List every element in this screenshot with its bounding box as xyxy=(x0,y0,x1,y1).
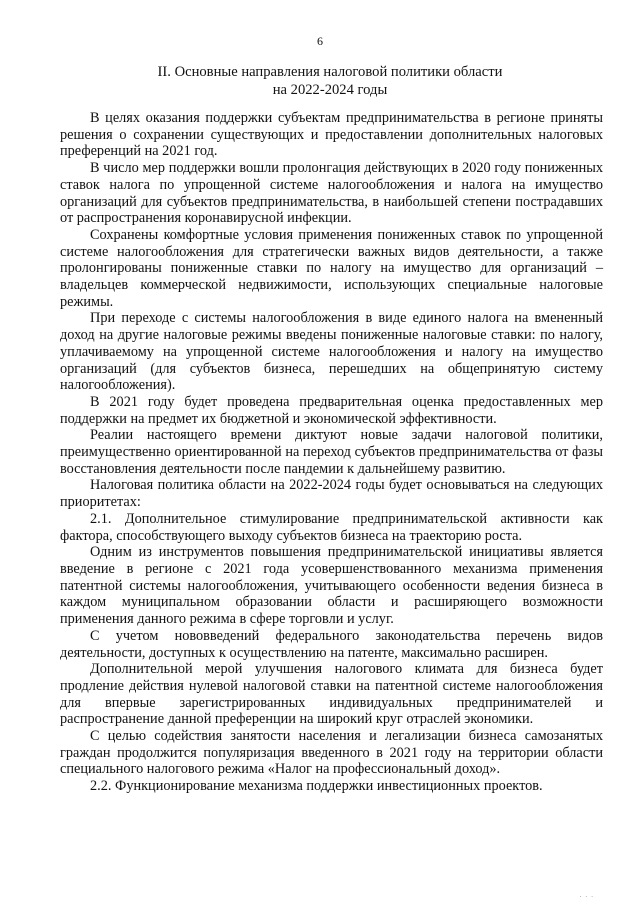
paragraph: С учетом нововведений федерального законодательства перечень видов деятельности, доступных к осуществлению на патенте, максимально расширен. xyxy=(60,627,603,661)
section-title-line-2: на 2022-2024 годы xyxy=(272,82,388,98)
section-title xyxy=(60,63,600,99)
paragraph: Одним из инструментов повышения предпринимательской инициативы является введение в регионе с 2021 года усовершенствованного механизма применения патентной системы налогообложения, учитывающего особенности ведения бизнеса в каждом муниципальном образовании области и расширяющего возможности применения данного режима в сфере торговли и услуг. xyxy=(60,544,603,628)
document-body xyxy=(60,110,603,795)
scan-artifact-mark: · · · xyxy=(579,894,594,901)
page-number: 6 xyxy=(317,34,323,48)
priority-heading-2-1: 2.1. Дополнительное стимулирование предпринимательской активности как фактора, способствующего выходу субъектов бизнеса на траекторию роста. xyxy=(60,510,603,544)
paragraph: При переходе с системы налогообложения в виде единого налога на вмененный доход на другие налоговые режимы введены пониженные налоговые ставки: по налогу, уплачиваемому на упрощенной системе налогообложения и налогу на имущество организаций (для субъектов бизнеса, перешедших на общепринятую систему налогообложения). xyxy=(60,310,603,394)
paragraph: В 2021 году будет проведена предварительная оценка предоставленных мер поддержки на предмет их бюджетной и экономической эффективности. xyxy=(60,393,603,427)
priority-heading-2-2: 2.2. Функционирование механизма поддержки инвестиционных проектов. xyxy=(90,778,543,795)
paragraph: Сохранены комфортные условия применения пониженных ставок по упрощенной системе налогообложения для стратегически важных видов деятельности, а также пролонгированы пониженные ставки по налогу на имущество для организаций – владельцев коммерческой недвижимости, использующих специальные налоговые режимы. xyxy=(60,226,603,310)
paragraph: Реалии настоящего времени диктуют новые задачи налоговой политики, преимущественно ориентированной на переход субъектов предпринимательства от фазы восстановления деятельности после пандемии к дальнейшему развитию. xyxy=(60,427,603,477)
paragraph: В число мер поддержки вошли пролонгация действующих в 2020 году пониженных ставок налога по упрощенной системе налогообложения и налога на имущество организаций для субъектов предпринимательства, в наибольшей степени пострадавших от распространения коронавирусной инфекции. xyxy=(60,160,603,227)
paragraph: Дополнительной мерой улучшения налогового климата для бизнеса будет продление действия нулевой налоговой ставки на патентной системе налогообложения для впервые зарегистрированных индивидуальных предпринимателей и распространение данной преференции на широкий круг отраслей экономики. xyxy=(60,661,603,728)
paragraph: В целях оказания поддержки субъектам предпринимательства в регионе приняты решения о сохранении существующих и предоставлении дополнительных налоговых преференций на 2021 год. xyxy=(60,110,603,160)
paragraph: С целью содействия занятости населения и легализации бизнеса самозанятых граждан продолжится популяризация введенного в 2021 году на территории области специального налогового режима «Налог на профессиональный доход». xyxy=(60,728,603,778)
section-title-line-1: II. Основные направления налоговой политики области xyxy=(157,64,503,80)
paragraph: Налоговая политика области на 2022-2024 годы будет основываться на следующих приоритетах: xyxy=(60,477,603,511)
